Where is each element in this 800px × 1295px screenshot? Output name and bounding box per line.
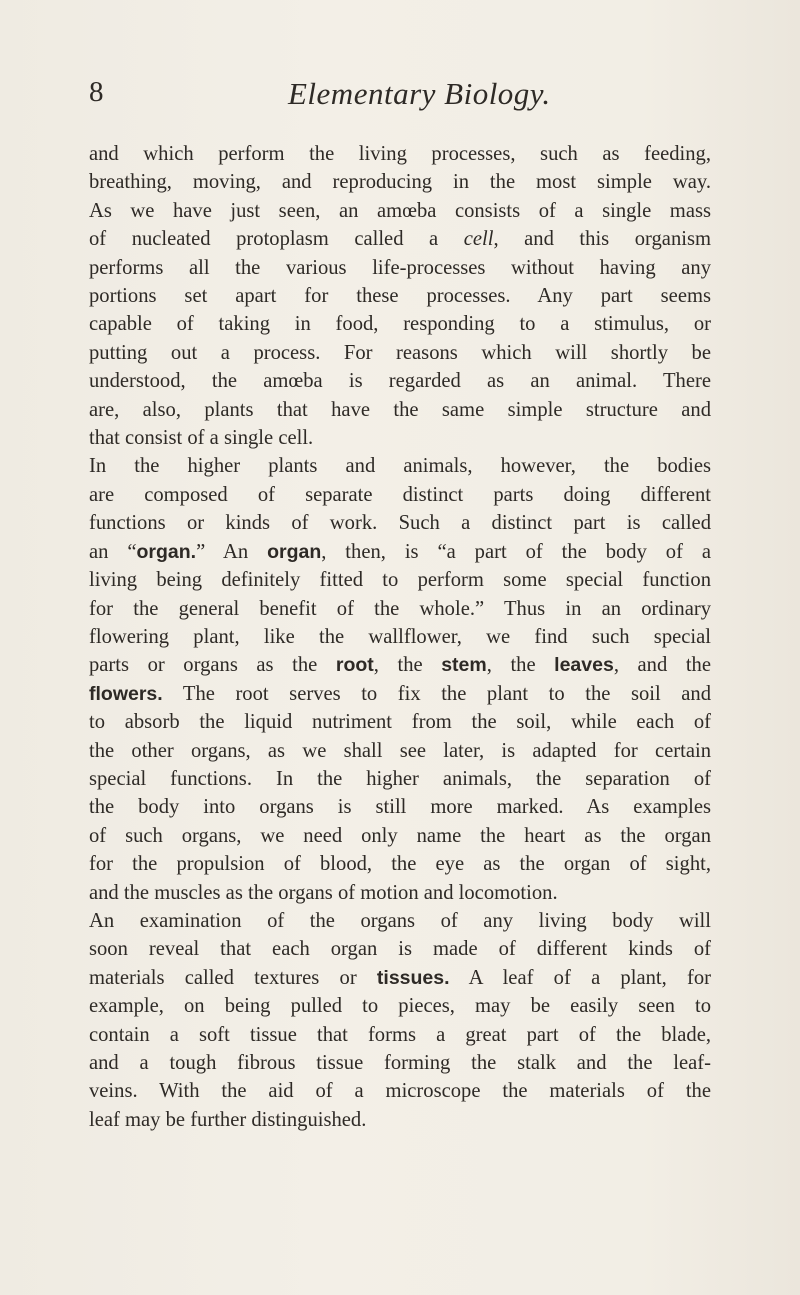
- text-line: [89, 651, 711, 679]
- text-line: [89, 225, 711, 253]
- term-stem: stem: [441, 654, 487, 677]
- text-span: of nucleated protoplasm called a: [89, 228, 464, 251]
- text-line: example, on being pulled to pieces, may be easily seen to: [89, 995, 711, 1018]
- text-line: and which perform the living processes, such as feeding,: [89, 143, 711, 165]
- text-line: and a tough fibrous tissue forming the stalk and the leaf-: [89, 1052, 711, 1074]
- term-leaves: leaves: [554, 654, 614, 677]
- text-line: that consist of a single cell.: [89, 427, 314, 450]
- text-line: for the propulsion of blood, the eye as the organ of sight,: [89, 853, 711, 876]
- text-line: functions or kinds of work. Such a distinct part is called: [89, 512, 711, 535]
- term-cell: cell: [463, 228, 494, 251]
- text-line: soon reveal that each organ is made of different kinds of: [89, 938, 711, 961]
- running-title: Elementary Biology.: [288, 76, 551, 111]
- text-line: living being definitely fitted to perform some special function: [89, 569, 711, 592]
- paragraph-3: [89, 907, 711, 1134]
- text-line: veins. With the aid of a microscope the materials of the: [89, 1080, 711, 1103]
- text-line: contain a soft tissue that forms a great part of the blade,: [89, 1023, 711, 1046]
- term-root: root: [335, 654, 374, 677]
- text-line: flowering plant, like the wallflower, we find such special: [89, 625, 711, 648]
- paragraph-1: [89, 140, 711, 452]
- text-span: , then, is “a part of the body of a: [321, 540, 711, 563]
- text-span: an “: [89, 540, 137, 563]
- page-number: 8: [89, 76, 104, 108]
- text-line: [89, 538, 711, 566]
- text-line: [89, 964, 711, 992]
- text-line: leaf may be further distinguished.: [89, 1108, 367, 1131]
- text-span: materials called textures or: [89, 966, 377, 989]
- page-header: [0, 76, 800, 116]
- text-line: As we have just seen, an amœba consists of a single mass: [89, 199, 711, 222]
- text-span: The root serves to fix the plant to the soil and: [162, 682, 711, 705]
- text-line: are, also, plants that have the same simple structure and: [89, 398, 711, 421]
- term-organ: organ: [267, 540, 322, 563]
- text-span: , the: [486, 654, 555, 677]
- paragraph-2: [89, 452, 711, 907]
- text-line: the other organs, as we shall see later, is adapted for certain: [89, 739, 711, 762]
- body-text: [89, 140, 711, 1134]
- text-line: the body into organs is still more marked. As examples: [89, 796, 711, 819]
- text-line: of such organs, we need only name the heart as the organ: [89, 824, 711, 847]
- text-line: portions set apart for these processes. Any part seems: [89, 285, 711, 308]
- term-organ: organ.: [136, 540, 197, 563]
- text-span: ” An: [196, 540, 268, 563]
- text-line: to absorb the liquid nutriment from the soil, while each of: [89, 711, 711, 734]
- text-span: , the: [373, 654, 442, 677]
- text-line: performs all the various life-processes without having any: [89, 256, 711, 279]
- term-flowers: flowers.: [89, 682, 163, 705]
- text-line: putting out a process. For reasons which will shortly be: [89, 341, 711, 364]
- text-line: In the higher plants and animals, however, the bodies: [89, 455, 711, 478]
- text-line: are composed of separate distinct parts doing different: [89, 483, 711, 506]
- text-line: capable of taking in food, responding to a stimulus, or: [89, 313, 711, 336]
- text-line: understood, the amœba is regarded as an animal. There: [89, 370, 711, 393]
- text-line: An examination of the organs of any living body will: [89, 909, 711, 932]
- text-line: breathing, moving, and reproducing in the most simple way.: [89, 171, 711, 194]
- text-span: parts or organs as the: [89, 654, 336, 677]
- text-line: for the general benefit of the whole.” Thus in an ordinary: [89, 597, 711, 620]
- text-span: , and the: [613, 654, 711, 677]
- text-span: A leaf of a plant, for: [449, 966, 712, 989]
- text-line: and the muscles as the organs of motion and locomotion.: [89, 881, 558, 904]
- text-line: special functions. In the higher animals, the separation of: [89, 767, 711, 790]
- term-tissues: tissues.: [376, 966, 450, 989]
- text-span: , and this organism: [493, 228, 711, 251]
- text-line: [89, 680, 711, 708]
